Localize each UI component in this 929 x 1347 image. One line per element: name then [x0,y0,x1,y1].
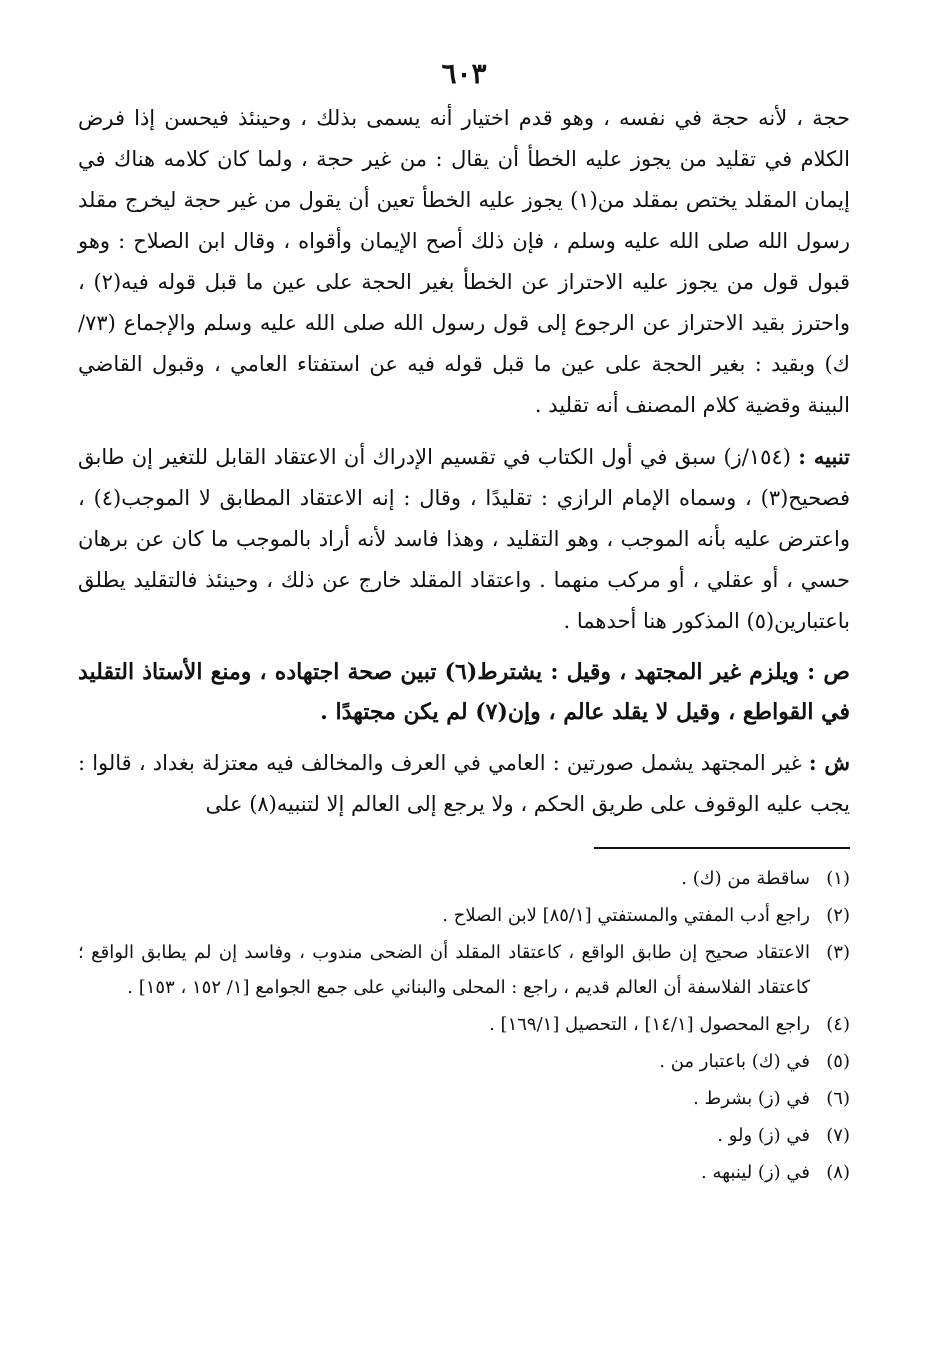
paragraph-text: ص : ويلزم غير المجتهد ، وقيل : يشترط(٦) تبين صحة اجتهاده ، ومنع الأستاذ التقليد في القواطع ، وقيل لا يقلد عالم ، وإن(٧) لم يكن مجتهدًا . [78,659,850,725]
paragraph-lead: ش : [808,750,850,775]
footnote-number: (٣) [826,942,850,963]
paragraph-text: (١٥٤/ز) سبق في أول الكتاب في تقسيم الإدراك أن الاعتقاد القابل للتغير إن طابق فصحيح(٣) ، وسماه الإمام الرازي : تقليدًا ، وقال : إنه الاعتقاد المطابق لا الموجب(٤) ، واعترض عليه بأنه الموجب ، وهو التقليد ، وهذا فاسد لأنه أراد بالموجب ما كان عن برهان حسي ، أو عقلي ، أو مركب منهما . واعتقاد المقلد خارج عن ذلك ، وحينئذ فالتقليد يطلق باعتبارين(٥) المذكور هنا أحدهما . [78,445,850,633]
paragraph-lead: تنبيه : [798,444,851,469]
footnote [78,1007,850,1042]
footnote-text: الاعتقاد صحيح إن طابق الواقع ، كاعتقاد المقلد أن الضحى مندوب ، وفاسد إن لم يطابق الواقع ؛ كاعتقاد الفلاسفة أن العالم قديم ، راجع : المحلى والبناني على جمع الجوامع [١/ ١٥٢ ، ١٥٣] . [78,942,810,998]
paragraph-sharh [78,742,850,825]
footnote-text: راجع أدب المفتي والمستفتي [٨٥/١] لابن الصلاح . [442,905,810,926]
footnotes [78,861,850,1190]
book-page [78,54,850,1294]
footnote [78,1044,850,1079]
footnote-number: (١) [826,868,850,889]
footnote [78,935,850,1005]
footnote-text: في (ز) لينبهه . [701,1162,810,1183]
footnote-text: في (ز) بشرط . [693,1088,810,1109]
footnote [78,1081,850,1116]
footnote [78,861,850,896]
paragraph-matn [78,652,850,732]
footnote-text: ساقطة من (ك) . [681,868,810,889]
footnote-number: (٤) [826,1014,850,1035]
footnote [78,898,850,933]
footnote-text: في (ز) ولو . [717,1125,810,1146]
footnote [78,1118,850,1153]
footnote-divider [594,847,850,849]
footnote-number: (٥) [826,1051,850,1072]
paragraph-text: حجة ، لأنه حجة في نفسه ، وهو قدم اختيار أنه يسمى بذلك ، وحينئذ فيحسن إذا فرض الكلام في تقليد من يجوز عليه الخطأ أن يقال : من غير حجة ، ولما كان كلامه هناك في إيمان المقلد يختص بمقلد من(١) يجوز عليه الخطأ تعين أن يقول من غير حجة ليخرج مقلد رسول الله صلى الله عليه وسلم ، فإن ذلك أصح الإيمان وأقواه ، وقال ابن الصلاح : وهو قبول قول من يجوز عليه الاحتراز عن الخطأ بغير الحجة على عين ما قبل قوله فيه(٢) ، واحترز بقيد الاحتراز عن الرجوع إلى قول رسول الله صلى الله عليه وسلم والإجماع (٧٣/ك) وبقيد : بغير الحجة على عين ما قبل قوله فيه عن استفتاء العامي ، وقبول القاضي البينة وقضية كلام المصنف أنه تقليد . [78,106,850,417]
paragraph-1 [78,98,850,426]
footnote [78,1155,850,1190]
paragraph-tanbih [78,436,850,642]
paragraph-text: غير المجتهد يشمل صورتين : العامي في العرف والمخالف فيه معتزلة بغداد ، قالوا : يجب عليه الوقوف على طريق الحكم ، ولا يرجع إلى العالم إلا لتنبيه(٨) على [78,751,850,816]
footnote-number: (٦) [826,1088,850,1109]
footnote-number: (٢) [826,905,850,926]
footnote-number: (٨) [826,1162,850,1183]
footnote-number: (٧) [826,1125,850,1146]
footnote-text: راجع المحصول [١٤/١] ، التحصيل [١٦٩/١] . [489,1014,810,1035]
page-number: ٦٠٣ [441,57,487,90]
footnote-text: في (ك) باعتبار من . [659,1051,810,1072]
